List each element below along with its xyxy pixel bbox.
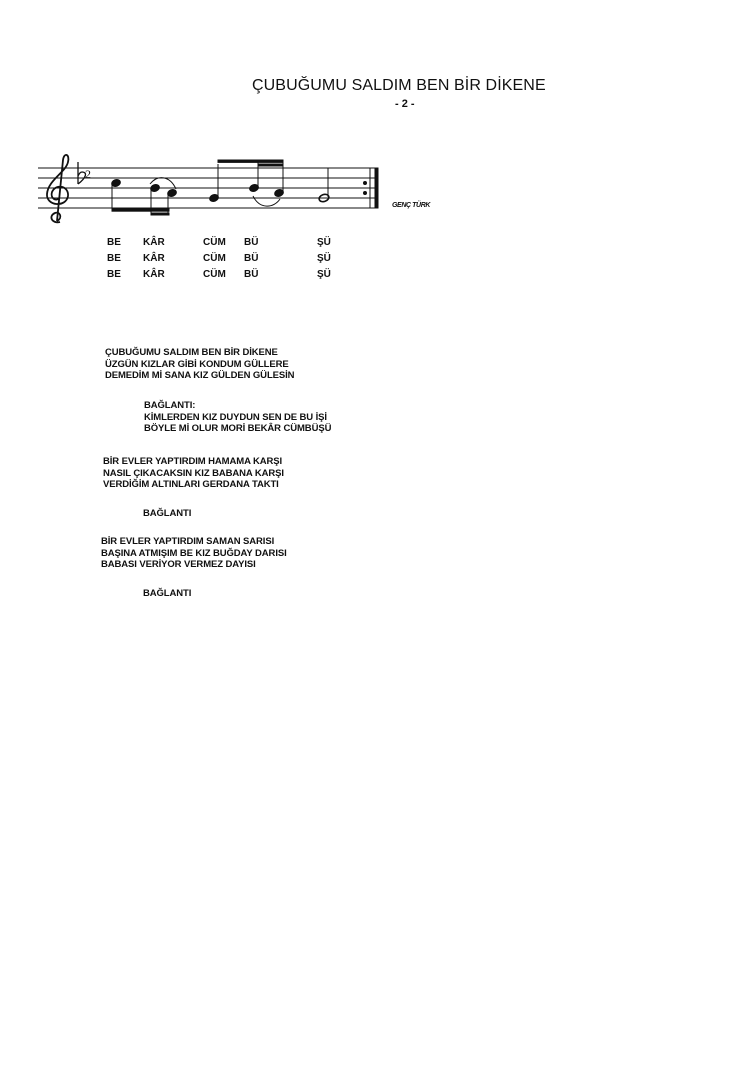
verse-line: DEMEDİM Mİ SANA KIZ GÜLDEN GÜLESİN	[105, 370, 295, 381]
lyric-syllable: BÜ	[244, 269, 259, 280]
notation-signature: GENÇ TÜRK	[392, 202, 431, 209]
verse-line: KİMLERDEN KIZ DUYDUN SEN DE BU İŞİ	[144, 411, 327, 423]
time-signature: 2	[85, 167, 91, 181]
lyric-syllable: BÜ	[244, 237, 259, 248]
verse-line: ÜZGÜN KIZLAR GİBİ KONDUM GÜLLERE	[105, 358, 289, 370]
lyric-syllable: BÜ	[244, 253, 259, 264]
lyric-syllable: CÜM	[203, 269, 226, 280]
note-beam	[151, 213, 169, 215]
lyric-syllable: CÜM	[203, 237, 226, 248]
lyric-syllable: KÂR	[143, 237, 165, 248]
refrain-marker	[143, 588, 191, 600]
lyric-syllable: BE	[107, 269, 121, 280]
verse-line: VERDİĞİM ALTINLARI GERDANA TAKTI	[103, 479, 279, 490]
page-number: - 2 -	[395, 98, 415, 110]
refrain-heading: BAĞLANTI	[143, 588, 192, 599]
page-title: ÇUBUĞUMU SALDIM BEN BİR DİKENE	[252, 77, 546, 94]
refrain-heading: BAĞLANTI	[143, 508, 192, 519]
verse-line: BİR EVLER YAPTIRDIM SAMAN SARISI	[101, 536, 275, 547]
verse-3	[101, 536, 287, 571]
verse-line: NASIL ÇIKACAKSIN KIZ BABANA KARŞI	[103, 467, 284, 479]
note-beam	[218, 160, 283, 162]
verse-line: BABASI VERİYOR VERMEZ DAYISI	[101, 559, 256, 570]
refrain	[144, 400, 331, 435]
lyric-syllable: KÂR	[143, 253, 165, 264]
verse-2	[103, 456, 284, 491]
repeat-dot	[364, 182, 367, 185]
lyric-syllable: BE	[107, 237, 121, 248]
treble-clef-icon	[47, 155, 68, 222]
verse-line: ÇUBUĞUMU SALDIM BEN BİR DİKENE	[105, 347, 278, 358]
verse-1	[105, 347, 294, 382]
refrain-heading: BAĞLANTI:	[144, 400, 196, 411]
note-beam	[112, 209, 169, 211]
repeat-dot	[364, 192, 367, 195]
barline-thick	[375, 168, 378, 208]
verse-line: BAŞINA ATMIŞIM BE KIZ BUĞDAY DARISI	[101, 547, 287, 559]
lyric-syllable: ŞÜ	[317, 253, 331, 264]
lyric-syllable: ŞÜ	[317, 237, 331, 248]
lyric-syllable: CÜM	[203, 253, 226, 264]
refrain-marker	[143, 508, 191, 520]
verse-line: BÖYLE Mİ OLUR MORİ BEKÂR CÜMBÜŞÜ	[144, 423, 332, 434]
verse-line: BİR EVLER YAPTIRDIM HAMAMA KARŞI	[103, 456, 283, 467]
note-beam	[258, 164, 283, 166]
lyric-syllable: BE	[107, 253, 121, 264]
lyric-syllable: KÂR	[143, 269, 165, 280]
lyric-syllable: ŞÜ	[317, 269, 331, 280]
